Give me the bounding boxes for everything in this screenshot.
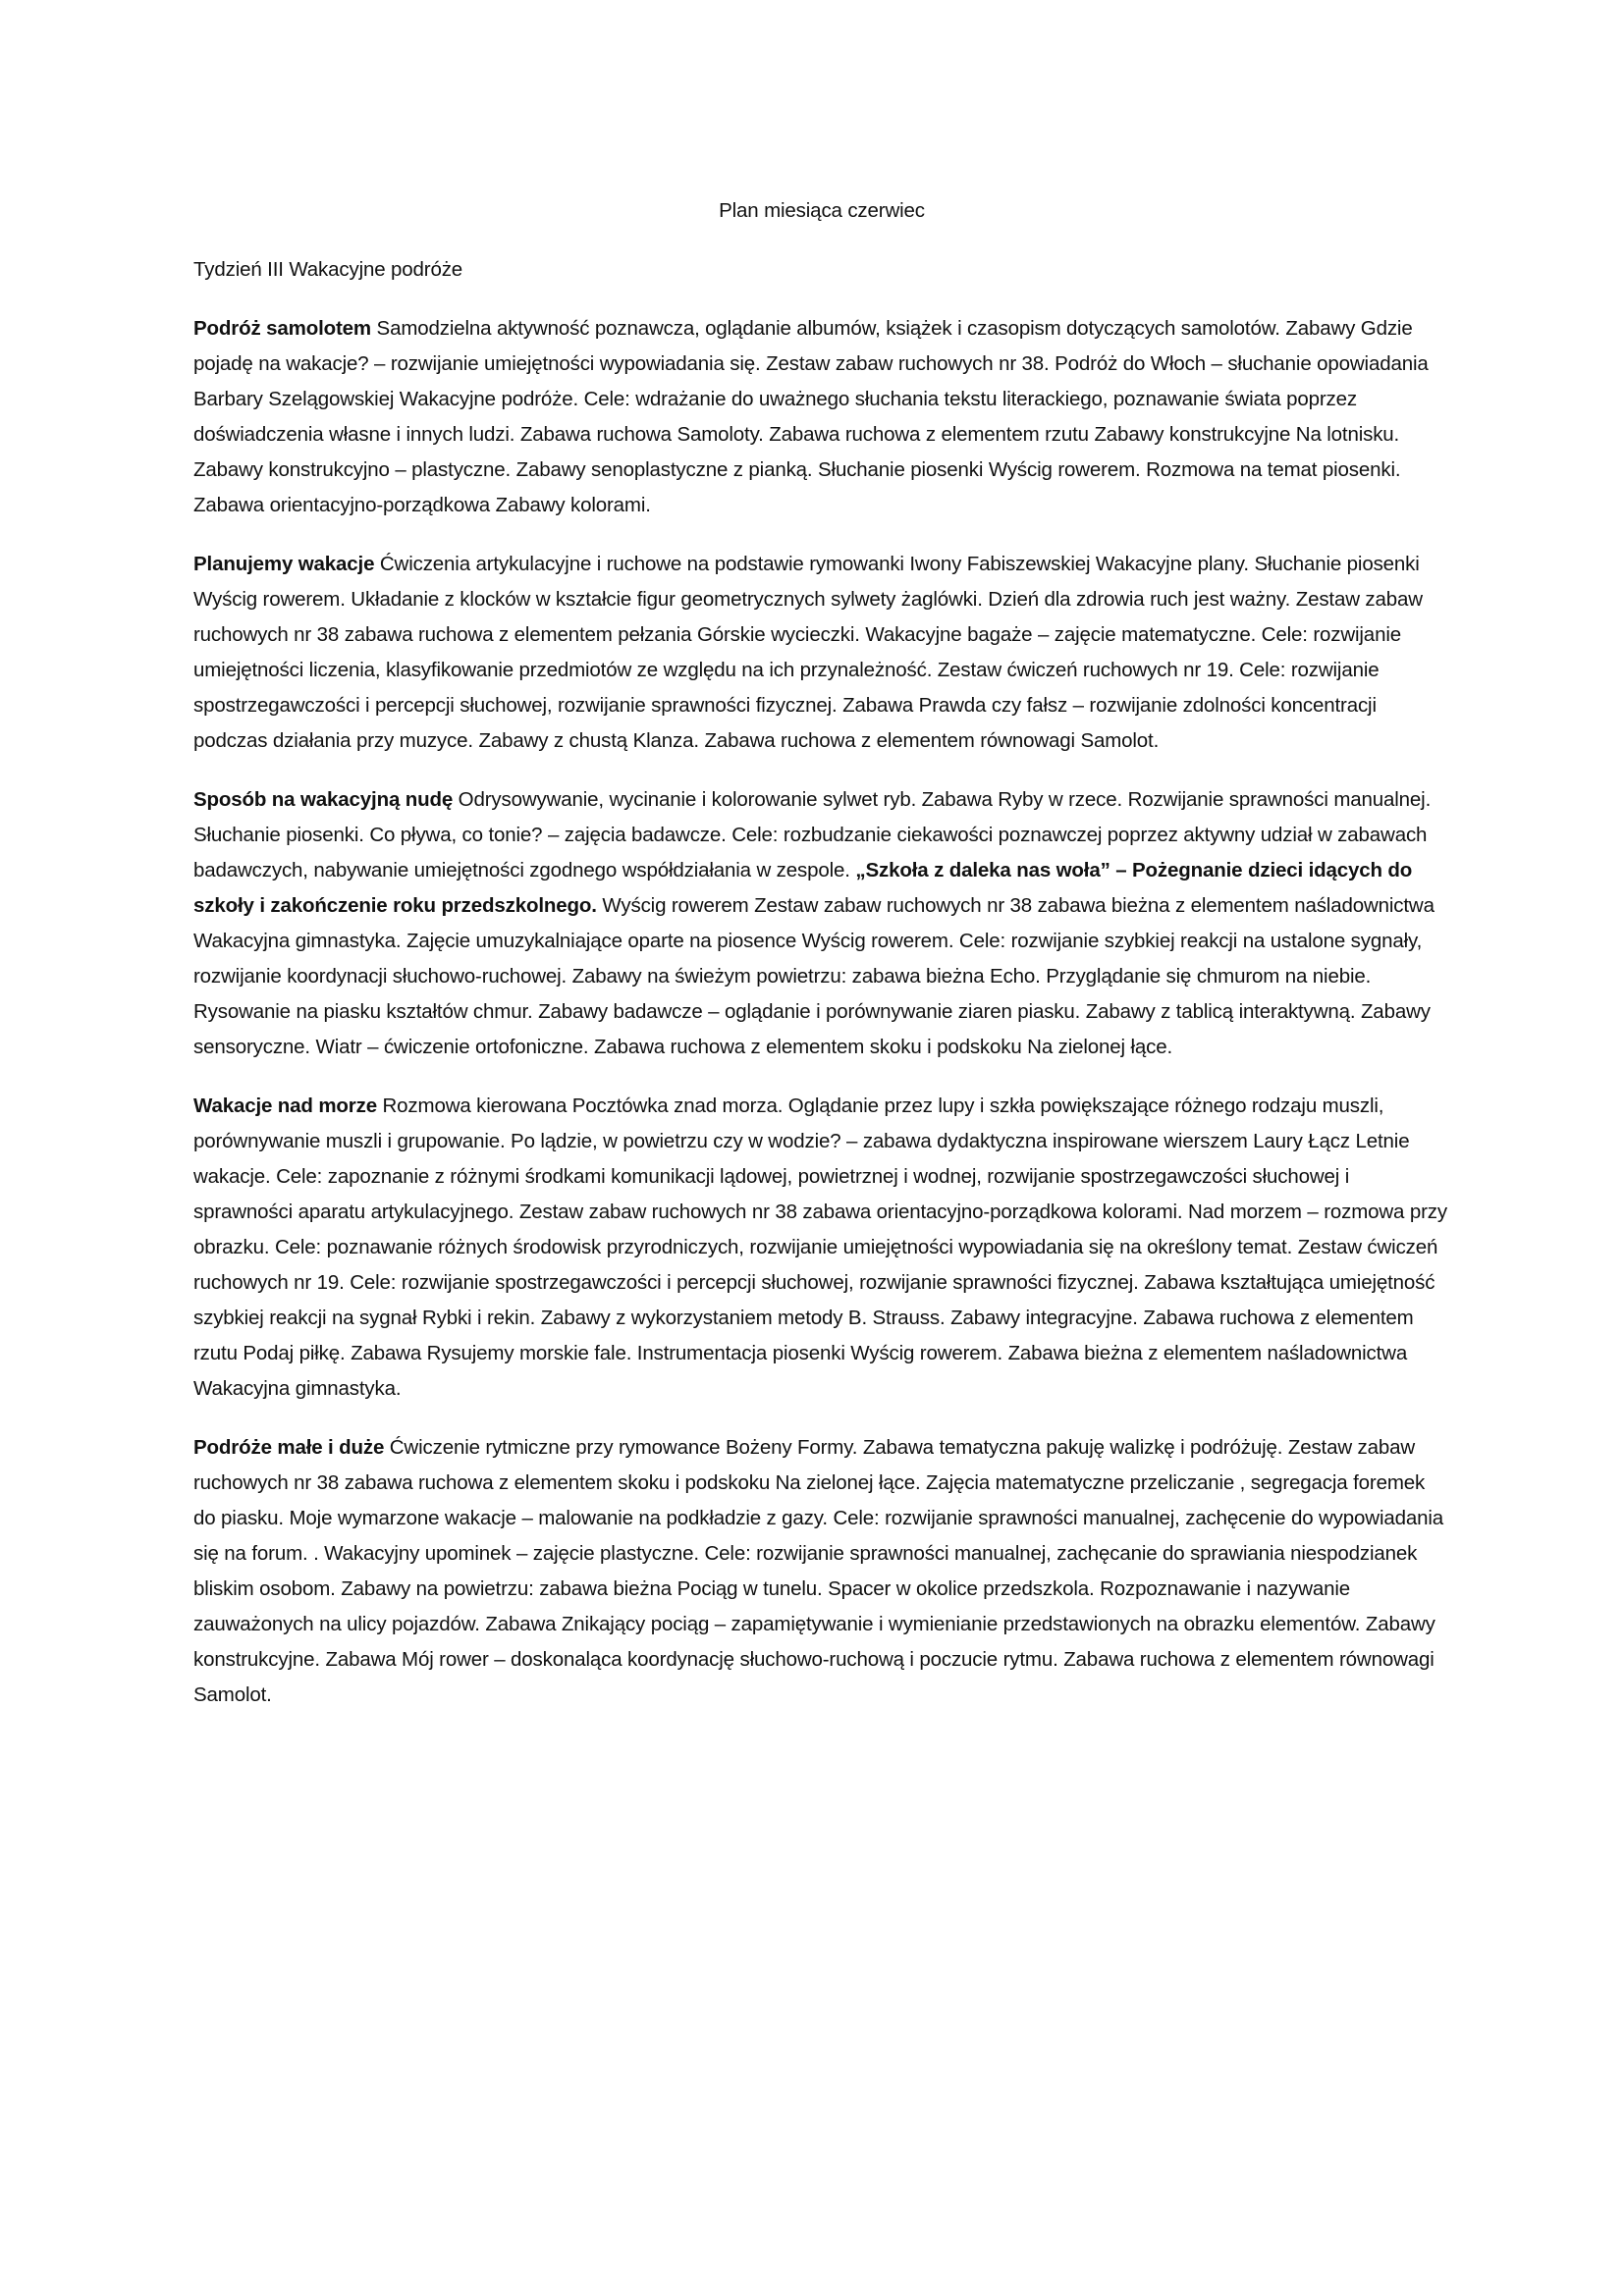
day-paragraph <box>193 1089 1450 1407</box>
day-paragraph <box>193 782 1450 1065</box>
day-text: Rozmowa kierowana Pocztówka znad morza. Oglądanie przez lupy i szkła powiększające różnego rodzaju muszli, porównywanie muszli i grupowanie. Po lądzie, w powietrzu czy w wodzie? – zabawa dydaktyczna inspirowane wierszem Laury Łącz Letnie wakacje. Cele: zapoznanie z różnymi środkami komunikacji lądowej, powietrznej i wodnej, rozwijanie spostrzegawczości słuchowej i sprawności aparatu artykulacyjnego. Zestaw zabaw ruchowych nr 38 zabawa orientacyjno-porządkowa kolorami. Nad morzem – rozmowa przy obrazku. Cele: poznawanie różnych środowisk przyrodniczych, rozwijanie umiejętności wypowiadania się na określony temat. Zestaw ćwiczeń ruchowych nr 19. Cele: rozwijanie spostrzegawczości i percepcji słuchowej, rozwijanie sprawności fizycznej. Zabawa kształtująca umiejętność szybkiej reakcji na sygnał Rybki i rekin. Zabawy z wykorzystaniem metody B. Strauss. Zabawy integracyjne. Zabawa ruchowa z elementem rzutu Podaj piłkę. Zabawa Rysujemy morskie fale. Instrumentacja piosenki Wyścig rowerem. Zabawa bieżna z elementem naśladownictwa Wakacyjna gimnastyka. <box>193 1095 1447 1400</box>
day-text: Samodzielna aktywność poznawcza, oglądanie albumów, książek i czasopism dotyczących samolotów. Zabawy Gdzie pojadę na wakacje? – rozwijanie umiejętności wypowiadania się. Zestaw zabaw ruchowych nr 38. Podróż do Włoch – słuchanie opowiadania Barbary Szelągowskiej Wakacyjne podróże. Cele: wdrażanie do uważnego słuchania tekstu literackiego, poznawanie świata poprzez doświadczenia własne i innych ludzi. Zabawa ruchowa Samoloty. Zabawa ruchowa z elementem rzutu Zabawy konstrukcyjne Na lotnisku. Zabawy konstrukcyjno – plastyczne. Zabawy senoplastyczne z pianką. Słuchanie piosenki Wyścig rowerem. Rozmowa na temat piosenki. Zabawa orientacyjno-porządkowa Zabawy kolorami. <box>193 317 1429 516</box>
week-title: Tydzień III Wakacyjne podróże <box>193 258 463 281</box>
event-heading: „Szkoła z daleka nas woła” – Pożegnanie dzieci idących do szkoły i zakończenie roku przedszkolnego. <box>193 859 1413 917</box>
day-paragraph <box>193 311 1450 523</box>
day-text: Odrysowywanie, wycinanie i kolorowanie sylwet ryb. Zabawa Ryby w rzece. Rozwijanie sprawności manualnej. Słuchanie piosenki. Co pływa, co tonie? – zajęcia badawcze. Cele: rozbudzanie ciekawości poznawczej poprzez aktywny udział w zabawach badawczych, nabywanie umiejętności zgodnego współdziałania w zespole. <box>193 788 1432 881</box>
day-heading: Planujemy wakacje <box>193 553 375 575</box>
day-paragraph <box>193 547 1450 759</box>
day-heading: Wakacje nad morze <box>193 1095 377 1117</box>
day-text: Ćwiczenia artykulacyjne i ruchowe na podstawie rymowanki Iwony Fabiszewskiej Wakacyjne plany. Słuchanie piosenki Wyścig rowerem. Układanie z klocków w kształcie figur geometrycznych sylwety żaglówki. Dzień dla zdrowia ruch jest ważny. Zestaw zabaw ruchowych nr 38 zabawa ruchowa z elementem pełzania Górskie wycieczki. Wakacyjne bagaże – zajęcie matematyczne. Cele: rozwijanie umiejętności liczenia, klasyfikowanie przedmiotów ze względu na ich przynależność. Zestaw ćwiczeń ruchowych nr 19. Cele: rozwijanie spostrzegawczości i percepcji słuchowej, rozwijanie sprawności fizycznej. Zabawa Prawda czy fałsz – rozwijanie zdolności koncentracji podczas działania przy muzyce. Zabawy z chustą Klanza. Zabawa ruchowa z elementem równowagi Samolot. <box>193 553 1423 752</box>
document-body <box>193 193 1450 1736</box>
day-text: Wyścig rowerem Zestaw zabaw ruchowych nr 38 zabawa bieżna z elementem naśladownictwa Wakacyjna gimnastyka. Zajęcie umuzykalniające oparte na piosence Wyścig rowerem. Cele: rozwijanie szybkiej reakcji na ustalone sygnały, rozwijanie koordynacji słuchowo-ruchowej. Zabawy na świeżym powietrzu: zabawa bieżna Echo. Przyglądanie się chmurom na niebie. Rysowanie na piasku kształtów chmur. Zabawy badawcze – oglądanie i porównywanie ziaren piasku. Zabawy z tablicą interaktywną. Zabawy sensoryczne. Wiatr – ćwiczenie ortofoniczne. Zabawa ruchowa z elementem skoku i podskoku Na zielonej łące. <box>193 894 1435 1058</box>
document-title: Plan miesiąca czerwiec <box>719 199 925 222</box>
day-heading: Podróże małe i duże <box>193 1436 385 1459</box>
day-heading: Podróż samolotem <box>193 317 371 340</box>
day-paragraph <box>193 1430 1450 1713</box>
day-text: Ćwiczenie rytmiczne przy rymowance Bożeny Formy. Zabawa tematyczna pakuję walizkę i podróżuję. Zestaw zabaw ruchowych nr 38 zabawa ruchowa z elementem skoku i podskoku Na zielonej łące. Zajęcia matematyczne przeliczanie , segregacja foremek do piasku. Moje wymarzone wakacje – malowanie na podkładzie z gazy. Cele: rozwijanie sprawności manualnej, zachęcenie do wypowiadania się na forum. . Wakacyjny upominek – zajęcie plastyczne. Cele: rozwijanie sprawności manualnej, zachęcanie do sprawiania niespodzianek bliskim osobom. Zabawy na powietrzu: zabawa bieżna Pociąg w tunelu. Spacer w okolice przedszkola. Rozpoznawanie i nazywanie zauważonych na ulicy pojazdów. Zabawa Znikający pociąg – zapamiętywanie i wymienianie przedstawionych na obrazku elementów. Zabawy konstrukcyjne. Zabawa Mój rower – doskonaląca koordynację słuchowo-ruchową i poczucie rytmu. Zabawa ruchowa z elementem równowagi Samolot. <box>193 1436 1444 1706</box>
day-heading: Sposób na wakacyjną nudę <box>193 788 454 811</box>
